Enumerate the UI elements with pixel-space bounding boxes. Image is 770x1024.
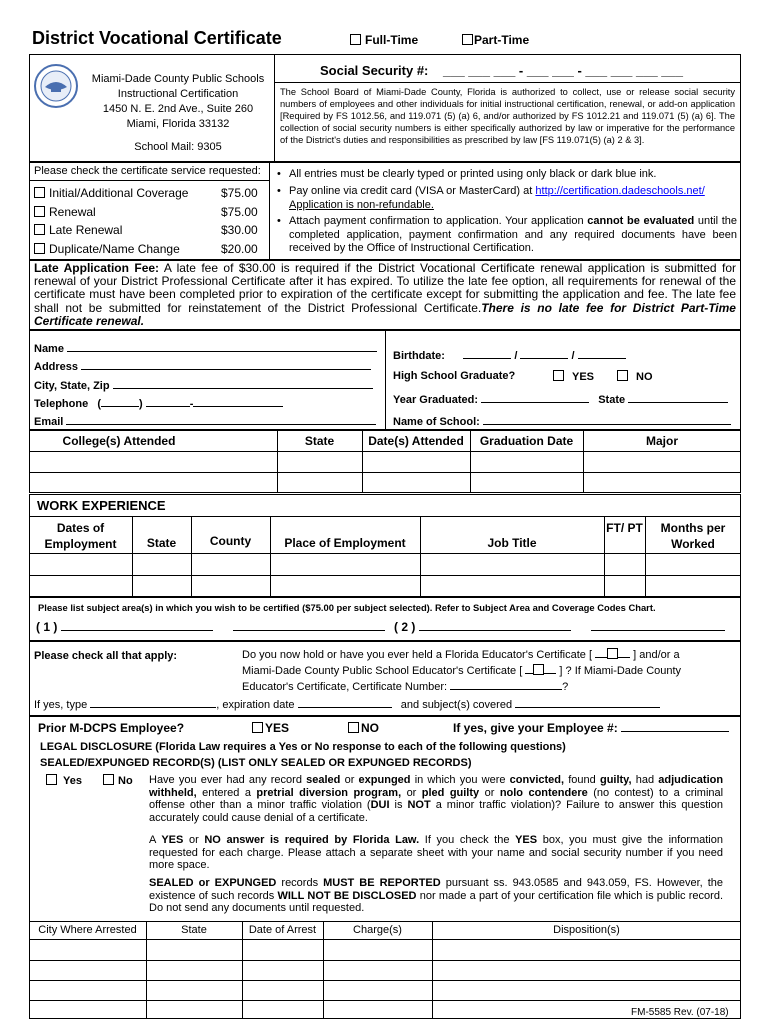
md-cert-checkbox[interactable]: [533, 664, 544, 675]
full-time-option[interactable]: Full-Time: [350, 33, 418, 47]
subject-1-coverage-field[interactable]: [233, 620, 385, 631]
col-ft-pt: FT/ PT: [606, 521, 643, 535]
form-title: District Vocational Certificate: [32, 28, 282, 48]
subjects-prompt: Please list subject area(s) in which you wish to be certified ($75.00 per subject selected). Refer to Subject Area and Coverage Codes Chart.: [38, 602, 656, 613]
prior-yes-option[interactable]: YES: [252, 721, 289, 735]
legal-no-checkbox[interactable]: [103, 774, 114, 785]
service-initial-checkbox[interactable]: [34, 187, 45, 198]
school-name-field[interactable]: [483, 414, 731, 425]
service-late-renewal[interactable]: Late Renewal $30.00: [34, 221, 264, 240]
part-time-checkbox[interactable]: [462, 34, 473, 45]
col-charges: Charge(s): [353, 924, 402, 936]
col-months: Months per Worked: [660, 521, 726, 551]
hs-no-checkbox[interactable]: [617, 370, 628, 381]
col-arrest-state: State: [181, 924, 207, 936]
email-field[interactable]: [66, 414, 376, 425]
part-time-option[interactable]: Part-Time: [462, 33, 529, 47]
birth-year-field[interactable]: [578, 348, 626, 359]
ssn-label: Social Security #:: [320, 63, 429, 78]
hs-yes-checkbox[interactable]: [553, 370, 564, 381]
legal-no-option[interactable]: No: [103, 774, 133, 787]
legal-yes-checkbox[interactable]: [46, 774, 57, 785]
services-list: [34, 184, 264, 258]
privacy-notice: The School Board of Miami-Dade County, Florida is authorized to collect, use or release social security numbers of employees and other individuals for initial instructional certification, renewal, or add-on application [Required by FS 1012.56, and 119.071 (5) (a) 6, and/or authorized by FS 1012.21 and 119.071 (5) (a) 6]. The collection of social security numbers is either specifically authorized by law or imperative for the performance of the District's duties and responsibilities as prescribed by law [FS 119.071(5) (a) 2 & 3].: [280, 87, 735, 146]
phone-area-field[interactable]: [101, 396, 139, 407]
subject-2-field[interactable]: [419, 620, 571, 631]
col-work-state: State: [146, 536, 177, 550]
service-late-renewal-checkbox[interactable]: [34, 224, 45, 235]
prior-employee-label: Prior M-DCPS Employee?: [38, 721, 185, 735]
ssn-field[interactable]: ___ ___ ___ - ___ ___ - ___ ___ ___ ___: [443, 63, 683, 78]
birth-month-field[interactable]: [463, 348, 511, 359]
fl-cert-checkbox[interactable]: [607, 648, 618, 659]
city-state-zip-field[interactable]: [113, 378, 373, 389]
col-state: State: [304, 434, 335, 448]
late-fee-text: Late Application Fee: A late fee of $30.00 is required if the District Vocational Certificate renewal application is submitted for renewal of your District Professional Certificate after it has expired. To utilize the late fee option, all requirements for renewal of the certificate must have been completed prior to expiration of the certificate except for submitting the application and fee. The late fee shall not be submitted for reinstatement of the District Professional Certificate.There is no late fee for District Part-Time Certificate renewal.: [34, 261, 737, 328]
district-seal-icon: [33, 63, 79, 109]
col-dates: Date(s) Attended: [368, 434, 464, 448]
col-dispositions: Disposition(s): [553, 924, 620, 936]
prior-no-checkbox[interactable]: [348, 722, 359, 733]
service-renewal-checkbox[interactable]: [34, 206, 45, 217]
year-graduated-field[interactable]: [481, 392, 589, 403]
prior-no-option[interactable]: NO: [348, 721, 379, 735]
expiration-date-field[interactable]: [298, 697, 392, 708]
col-place: Place of Employment: [284, 536, 406, 550]
check-all-label: Please check all that apply:: [34, 650, 178, 662]
form-number: FM-5585 Rev. (07-18): [631, 1007, 729, 1018]
full-time-checkbox[interactable]: [350, 34, 361, 45]
legal-title: LEGAL DISCLOSURE (Florida Law requires a Yes or No response to each of the following questions): [40, 741, 566, 753]
subject-1-field[interactable]: [61, 620, 213, 631]
subjects-covered-field[interactable]: [515, 697, 660, 708]
hs-yes-option[interactable]: YES: [553, 370, 594, 383]
col-dates-employment: Dates of Employment: [44, 521, 117, 551]
legal-yes-option[interactable]: Yes: [46, 774, 82, 787]
services-prompt: Please check the certificate service requested:: [34, 165, 261, 177]
grad-state-field[interactable]: [628, 392, 728, 403]
col-major: Major: [645, 434, 678, 448]
col-city-arrested: City Where Arrested: [38, 924, 137, 936]
phone-number-field[interactable]: [193, 396, 283, 407]
address-field[interactable]: [81, 359, 371, 370]
office-address: Miami-Dade County Public Schools Instructional Certification 1450 N. E. 2nd Ave., Suite 260 Miami, Florida 33132 School Mail: 9305: [91, 73, 265, 153]
instructions: • All entries must be clearly typed or printed using only black or dark blue ink. • Pay online via credit card (VISA or MasterCard) at http://certification.dadeschools.net/ Application is non-refundable. • Attach payment confirmation to application. Your application cannot be evaluated until the completed application, payment confirmation and any required documents have been received by the Office of Instructional Certification.: [275, 168, 737, 255]
phone-prefix-field[interactable]: [146, 396, 190, 407]
birth-day-field[interactable]: [520, 348, 568, 359]
subject-2-coverage-field[interactable]: [591, 620, 725, 631]
service-initial[interactable]: Initial/Additional Coverage $75.00: [34, 184, 264, 203]
prior-yes-checkbox[interactable]: [252, 722, 263, 733]
legal-paragraph-2: A YES or NO answer is required by Florida Law. If you check the YES box, you must give the information requested for each charge. Please attach a separate sheet with your name and social security number if you need more space.: [149, 834, 723, 872]
service-renewal[interactable]: Renewal $75.00: [34, 203, 264, 222]
legal-question: Have you ever had any record sealed or expunged in which you were convicted, found guilty, had adjudication withheld, entered a pretrial diversion program, or pled guilty or nolo contendere (no contest) to a criminal offense other than a minor traffic violation (DUI is NOT a minor traffic violation)? Failure to answer this question accurately could cause denial of a certificate.: [149, 774, 724, 824]
col-date-arrest: Date of Arrest: [248, 924, 317, 936]
hs-no-option[interactable]: NO: [617, 370, 653, 383]
col-college: College(s) Attended: [62, 434, 176, 448]
sealed-title: SEALED/EXPUNGED RECORD(S) (LIST ONLY SEALED OR EXPUNGED RECORDS): [40, 757, 472, 769]
name-field[interactable]: [67, 341, 377, 352]
col-graduation: Graduation Date: [479, 434, 574, 448]
col-county: County: [209, 534, 252, 548]
certificate-number-field[interactable]: [450, 679, 562, 690]
certification-link[interactable]: http://certification.dadeschools.net/: [535, 185, 705, 198]
certificate-type-field[interactable]: [90, 697, 216, 708]
col-job-title: Job Title: [487, 536, 537, 550]
legal-paragraph-3: SEALED or EXPUNGED records MUST BE REPORTED pursuant ss. 943.0585 and 943.059, FS. However, the existence of such records WILL NOT BE DISCLOSED nor made a part of your certification file which is public record. Do not send any documents until requested.: [149, 877, 723, 915]
service-duplicate-checkbox[interactable]: [34, 243, 45, 254]
employee-number-field[interactable]: [621, 721, 729, 732]
service-duplicate[interactable]: Duplicate/Name Change $20.00: [34, 240, 264, 259]
work-title: WORK EXPERIENCE: [37, 498, 166, 513]
